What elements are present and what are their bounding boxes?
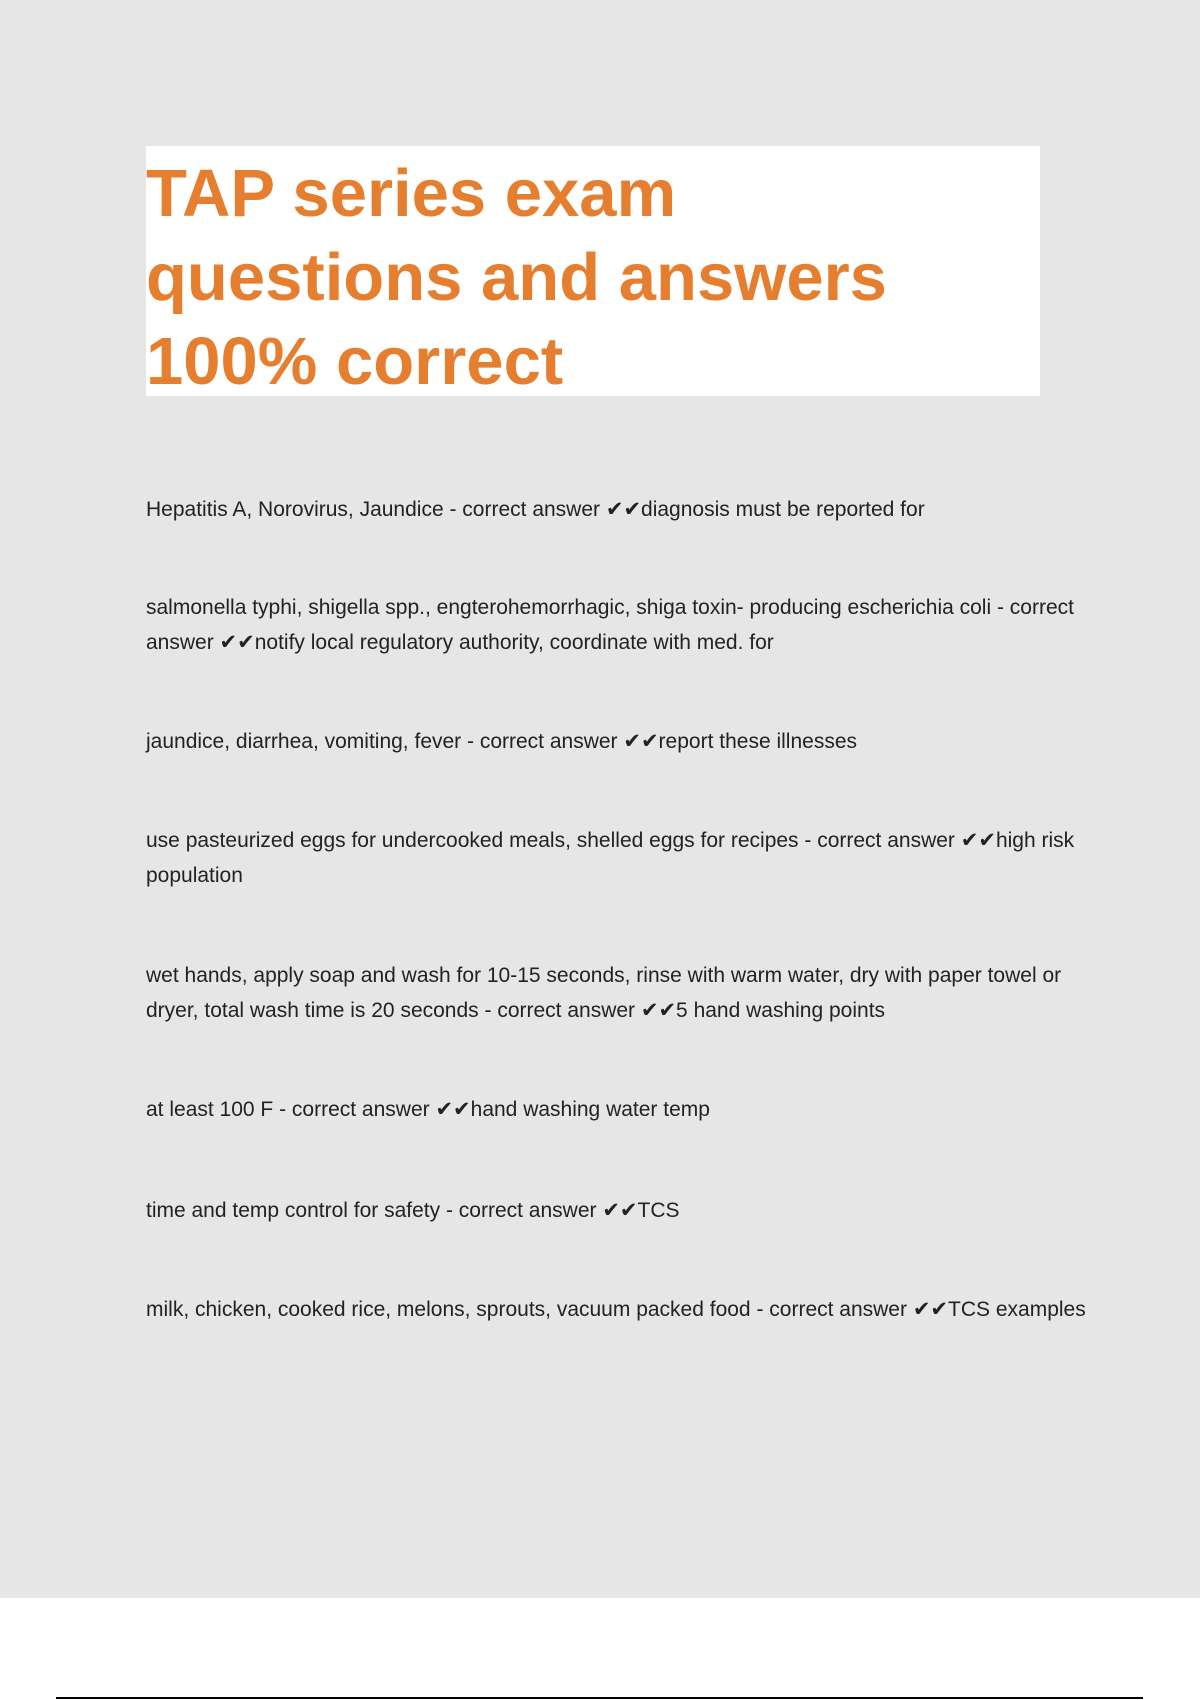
- document-title: TAP series exam questions and answers 100% correct: [146, 156, 887, 399]
- qa-item: jaundice, diarrhea, vomiting, fever - correct answer ✔✔report these illnesses: [146, 730, 857, 753]
- qa-item: milk, chicken, cooked rice, melons, sprouts, vacuum packed food - correct answer ✔✔TCS examples: [146, 1298, 1086, 1321]
- qa-item: Hepatitis A, Norovirus, Jaundice - correct answer ✔✔diagnosis must be reported for: [146, 498, 925, 521]
- title-box: [146, 146, 1040, 399]
- qa-item: wet hands, apply soap and wash for 10-15 seconds, rinse with warm water, dry with paper towel or dryer, total wash time is 20 seconds - correct answer ✔✔5 hand washing points: [146, 964, 1062, 1022]
- qa-item: salmonella typhi, shigella spp., engterohemorrhagic, shiga toxin- producing escherichia coli - correct answer ✔✔notify local regulatory authority, coordinate with med. for: [146, 596, 1074, 654]
- qa-item: time and temp control for safety - correct answer ✔✔TCS: [146, 1199, 680, 1222]
- qa-item: use pasteurized eggs for undercooked meals, shelled eggs for recipes - correct answer ✔✔high risk population: [146, 829, 1075, 887]
- qa-item: at least 100 F - correct answer ✔✔hand washing water temp: [146, 1098, 710, 1121]
- footer-rule: [56, 1697, 1143, 1699]
